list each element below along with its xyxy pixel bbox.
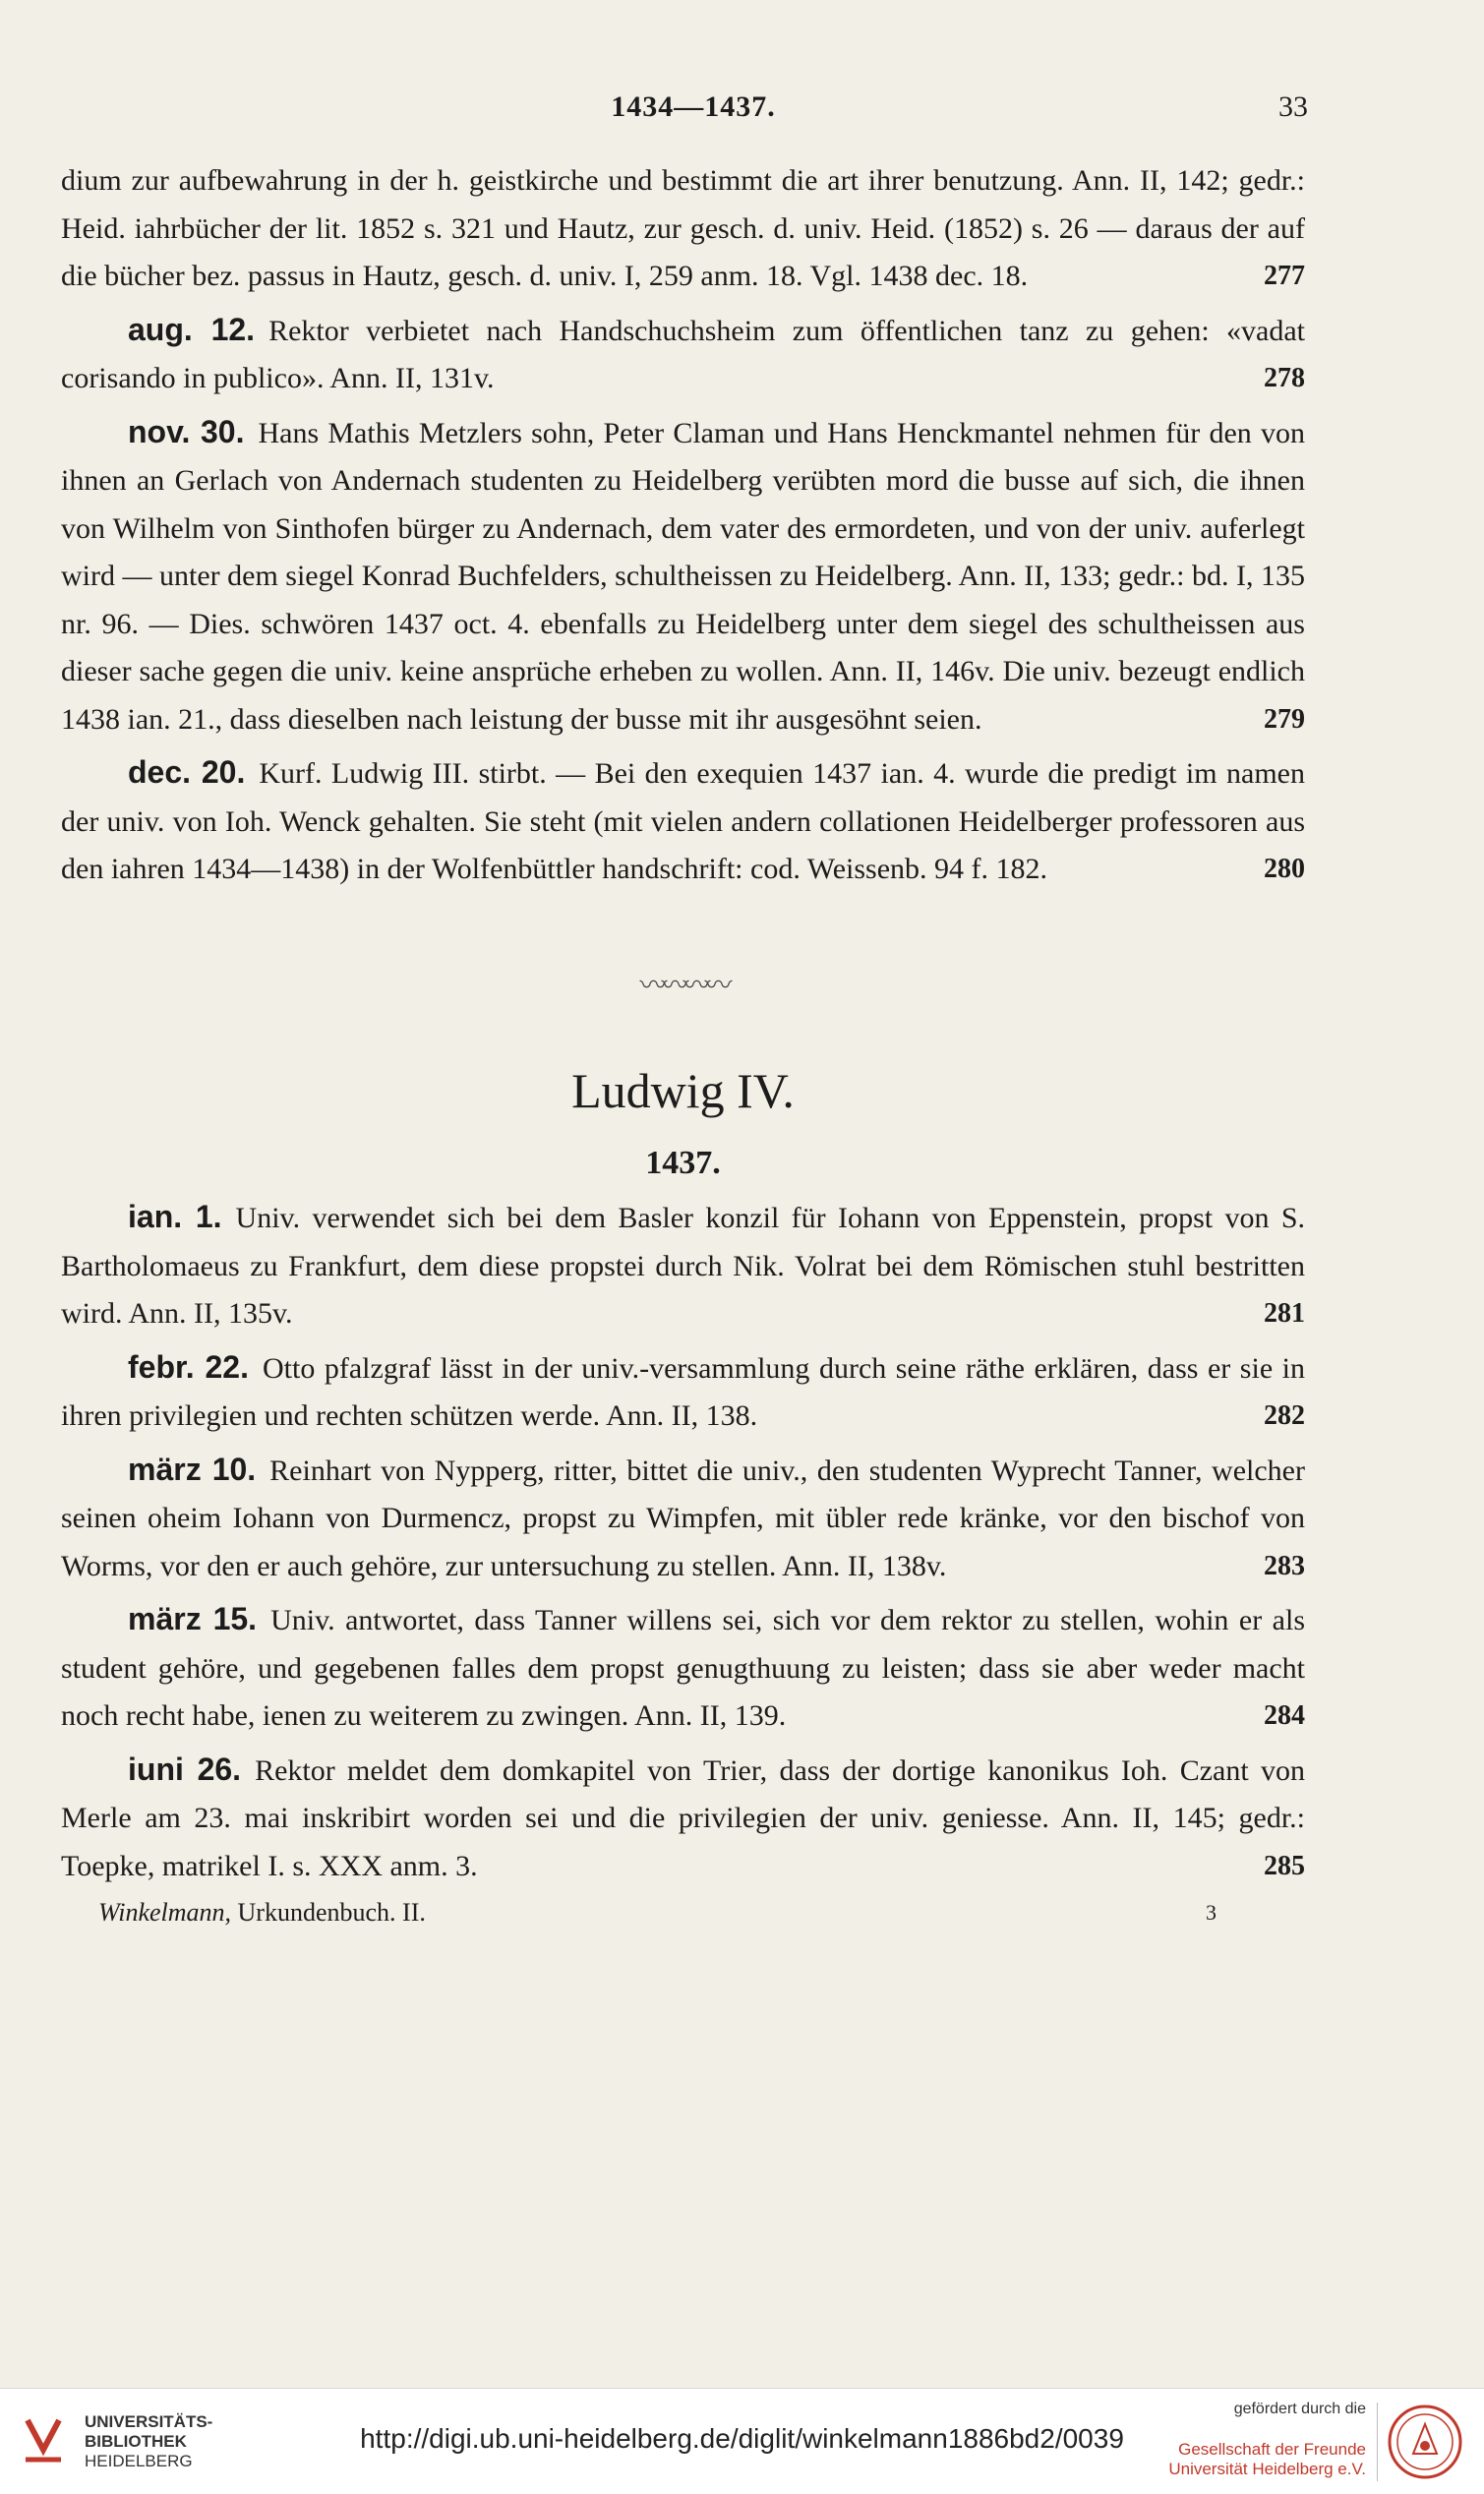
register-entry [61,1746,1305,1891]
entry-date: febr. 22. [128,1348,249,1385]
sponsor-org-line1: Gesellschaft der Freunde [1178,2440,1366,2459]
entry-paragraph [61,1343,1305,1441]
permalink-url[interactable]: http://digi.ub.uni-heidelberg.de/diglit/winkelmann1886bd2/0039 [360,2423,1124,2454]
footer-signature: 3 [1206,1900,1217,1925]
entry-text: Otto pfalzgraf lässt in der univ.-versammlung durch seine räthe erklären, dass er sie in ihren privilegien und rechten schützen werde. Ann. II, 138. [61,1351,1305,1432]
entry-text: Rektor meldet dem domkapitel von Trier, dass der dortige kanonikus Ioh. Czant von Merle am 23. mai inskribirt worden sei und die privilegien der univ. geniesse. Ann. II, 145; gedr.: Toepke, matrikel I. s. XXX anm. 3. [61,1753,1305,1882]
sponsor-org-line2: Universität Heidelberg e.V. [1168,2460,1366,2478]
entry-text: Univ. verwendet sich bei dem Basler konzil für Iohann von Eppenstein, propst von S. Bartholomaeus zu Frankfurt, dem diese propstei durch Nik. Volrat bei dem Römischen stuhl bestritten wird. Ann. II, 135v. [61,1202,1305,1330]
entry-number: 278 [1264,363,1305,393]
register-entry [61,1343,1305,1441]
footer-author: Winkelmann, [98,1898,232,1927]
entry-number: 282 [1264,1400,1305,1431]
register-entry [61,408,1305,744]
sponsor-label: gefördert durch die [1233,2401,1366,2417]
library-name-line1: UNIVERSITÄTS- [85,2412,213,2431]
register-entry [61,1446,1305,1591]
section-title: Ludwig IV. [571,1062,795,1118]
register-entry [61,748,1305,894]
entry-number: 285 [1264,1850,1305,1881]
university-seal-icon [1386,2403,1464,2481]
entry-paragraph [61,1595,1305,1741]
entry-date: ian. 1. [128,1199,222,1234]
entries-bottom [61,1193,1305,1890]
running-head-title: 1434—1437. [611,90,776,123]
entry-paragraph [61,748,1305,894]
entry-number: 281 [1264,1298,1305,1329]
entries-top [61,157,1305,894]
entry-paragraph [61,408,1305,744]
entry-date: märz 15. [128,1601,258,1636]
entry-number: 283 [1264,1550,1305,1581]
register-entry [61,306,1305,403]
viewer-footer-bar [0,2388,1484,2494]
entry-paragraph [61,1446,1305,1591]
library-name-line2: BIBLIOTHEK [85,2432,187,2451]
entry-paragraph [61,1193,1305,1338]
register-entry [61,1193,1305,1338]
page-footer [61,1895,1305,1930]
ornament-divider: 〰〰〰〰 [639,970,727,1001]
entry-text: Reinhart von Nypperg, ritter, bittet die univ., den studenten Wyprecht Tanner, welcher seinen oheim Iohann von Durmencz, propst zu Wimpfen, mit übler rede kränke, vor den bischof von Worms, vor den er auch gehöre, zur untersuchung zu stellen. Ann. II, 138v. [61,1454,1305,1582]
body-text [61,157,1305,1930]
entry-text: dium zur aufbewahrung in der h. geistkirche und bestimmt die art ihrer benutzung. Ann. II, 142; gedr.: Heid. iahrbücher der lit. 1852 s. 321 und Hautz, zur gesch. d. univ. Heid. (1852) s. 26 — daraus der auf die bücher bez. passus in Hautz, gesch. d. univ. I, 259 anm. 18. Vgl. 1438 dec. 18. [61,164,1305,292]
library-name-line3: HEIDELBERG [85,2452,193,2470]
entry-paragraph [61,1746,1305,1891]
entry-number: 280 [1264,854,1305,884]
page-number: 33 [1278,90,1308,123]
entry-paragraph [61,306,1305,403]
footer-book: Urkundenbuch. II. [237,1898,426,1927]
entry-number: 284 [1264,1700,1305,1731]
entry-date: iuni 26. [128,1751,242,1787]
register-entry [61,157,1305,301]
year-heading: 1437. [645,1144,721,1181]
entry-text: Kurf. Ludwig III. stirbt. — Bei den exequien 1437 ian. 4. wurde die predigt im namen der univ. von Ioh. Wenck gehalten. Sie steht (mit vielen andern collationen Heidelberger professoren aus den iahren 1434—1438) in der Wolfenbüttler handschrift: cod. Weissenb. 94 f. 182. [61,757,1305,885]
entry-date: märz 10. [128,1451,257,1487]
footer-divider [1377,2403,1378,2481]
entry-number: 279 [1264,703,1305,735]
entry-text: Univ. antwortet, dass Tanner willens sei, sich vor dem rektor zu stellen, wohin er als student gehöre, und gegebenen falles dem propst genugthuung zu leisten; dass sie aber weder macht noch recht habe, ienen zu weiterem zu zwingen. Ann. II, 139. [61,1604,1305,1732]
entry-paragraph [61,157,1305,301]
register-entry [61,1595,1305,1741]
entry-number: 277 [1264,261,1305,291]
entry-text: Rektor verbietet nach Handschuchsheim zum öffentlichen tanz zu gehen: «vadat corisando in publico». Ann. II, 131v. [61,314,1306,394]
sponsor-block[interactable] [1150,2401,1366,2479]
entry-date: dec. 20. [128,754,246,790]
entry-date: aug. 12. [128,311,256,347]
running-head [59,90,1328,130]
entry-text: Hans Mathis Metzlers sohn, Peter Claman und Hans Henckmantel nehmen für den von ihnen an Gerlach von Andernach studenten zu Heidelberg verübten mord die busse auf sich, die ihnen von Wilhelm von Sinthofen bürger zu Andernach, dem vater des ermordeten, und von der univ. auferlegt wird — unter dem siegel Konrad Buchfelders, schultheissen zu Heidelberg. Ann. II, 133; gedr.: bd. I, 135 nr. 96. — Dies. schwören 1437 oct. 4. ebenfalls zu Heidelberg unter dem siegel des schultheissen aus dieser sache gegen die univ. keine ansprüche erheben zu wollen. Ann. II, 146v. Die univ. bezeugt endlich 1438 ian. 21., dass dieselben nach leistung der busse mit ihr ausgesöhnt seien. [61,416,1306,736]
entry-date: nov. 30. [128,413,245,449]
